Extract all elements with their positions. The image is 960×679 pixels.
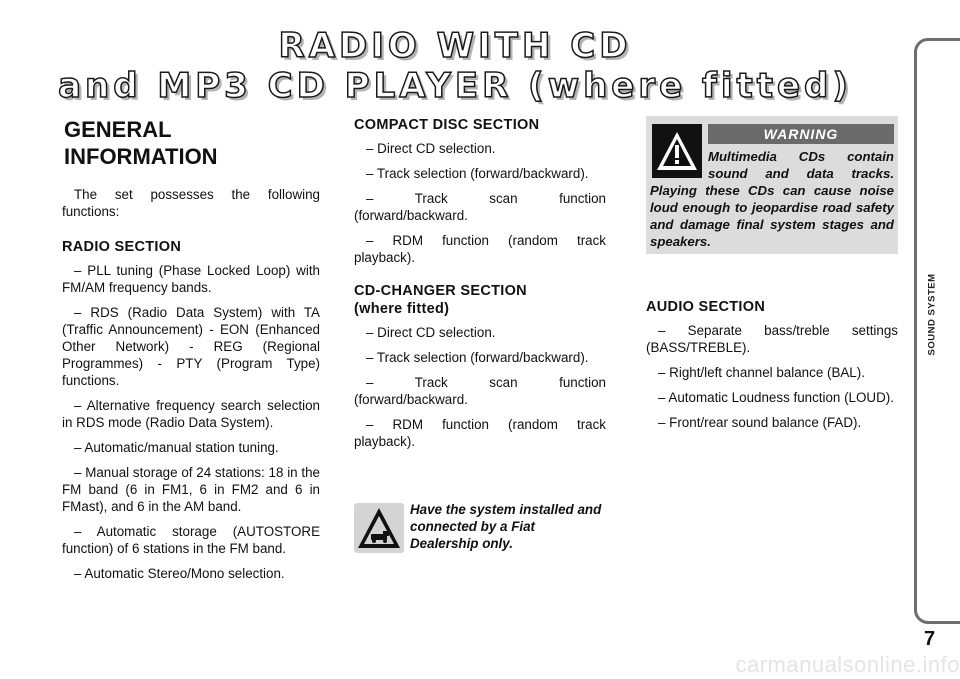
- list-item: – RDM function (random track playback).: [354, 417, 606, 449]
- warning-label: WARNING: [708, 124, 894, 144]
- page-number: 7: [924, 628, 936, 650]
- changer-heading-line-1: CD-CHANGER SECTION: [354, 283, 527, 299]
- column-cd: [354, 116, 606, 458]
- list-item: – PLL tuning (Phase Locked Loop) with FM/AM frequency bands.: [62, 263, 320, 295]
- intro-text: The set possesses the following functions:: [62, 187, 320, 219]
- list-item: – Direct CD selection.: [366, 141, 496, 156]
- dealer-note: [354, 501, 606, 557]
- page-title-line-1: RADIO WITH CD: [278, 26, 632, 66]
- list-item: – Automatic Stereo/Mono selection.: [74, 566, 285, 581]
- list-item: – Automatic storage (AUTOSTORE function) of 6 stations in the FM band.: [62, 524, 320, 556]
- list-item: – Right/left channel balance (BAL).: [658, 365, 865, 380]
- list-item: – Automatic Loudness function (LOUD).: [658, 390, 894, 405]
- list-item: – Separate bass/treble settings (BASS/TREBLE).: [646, 323, 898, 355]
- list-item: – Track scan function (forward/backward.: [354, 191, 606, 223]
- column-audio: [646, 298, 898, 439]
- general-heading-line-2: INFORMATION: [64, 144, 218, 169]
- list-item: – Track scan function (forward/backward.: [354, 375, 606, 407]
- dealer-note-text: Have the system installed and connected by a Fiat Dealership only.: [410, 502, 602, 551]
- audio-section-heading: AUDIO SECTION: [646, 299, 766, 315]
- changer-section-heading: [354, 282, 606, 318]
- warning-text: Multimedia CDs contain sound and data tracks. Playing these CDs can cause noise loud enough to jeopardise road safety and damage final system stages and speakers.: [650, 149, 894, 249]
- general-heading-line-1: GENERAL: [64, 117, 172, 142]
- list-item: – Track selection (forward/backward).: [366, 166, 589, 181]
- general-heading: [64, 116, 320, 170]
- dealer-warning-icon: [354, 503, 404, 553]
- list-item: – Track selection (forward/backward).: [366, 350, 589, 365]
- column-general: [62, 116, 320, 590]
- footer-watermark: carmanualsonline.info: [735, 652, 960, 677]
- list-item: – Alternative frequency search selection in RDS mode (Radio Data System).: [62, 398, 320, 430]
- list-item: – RDM function (random track playback).: [354, 233, 606, 265]
- list-item: – Automatic/manual station tuning.: [74, 440, 279, 455]
- warning-box: [646, 116, 898, 254]
- list-item: – RDS (Radio Data System) with TA (Traffic Announcement) - EON (Enhanced Other Network) - REG (Regional Programmes) - PTY (Program Type) functions.: [62, 305, 320, 388]
- list-item: – Front/rear sound balance (FAD).: [658, 415, 862, 430]
- list-item: – Direct CD selection.: [366, 325, 496, 340]
- radio-section-heading: RADIO SECTION: [62, 239, 182, 255]
- warning-text-container: [650, 148, 894, 250]
- list-item: – Manual storage of 24 stations: 18 in the FM band (6 in FM1, 6 in FM2 and 6 in FMast), and 6 in the AM band.: [62, 465, 320, 514]
- cd-section-heading: COMPACT DISC SECTION: [354, 117, 540, 133]
- page-title-line-2: and MP3 CD PLAYER (where fitted): [58, 66, 852, 106]
- side-tab-label: SOUND SYSTEM: [926, 273, 938, 356]
- changer-heading-line-2: (where fitted): [354, 301, 450, 317]
